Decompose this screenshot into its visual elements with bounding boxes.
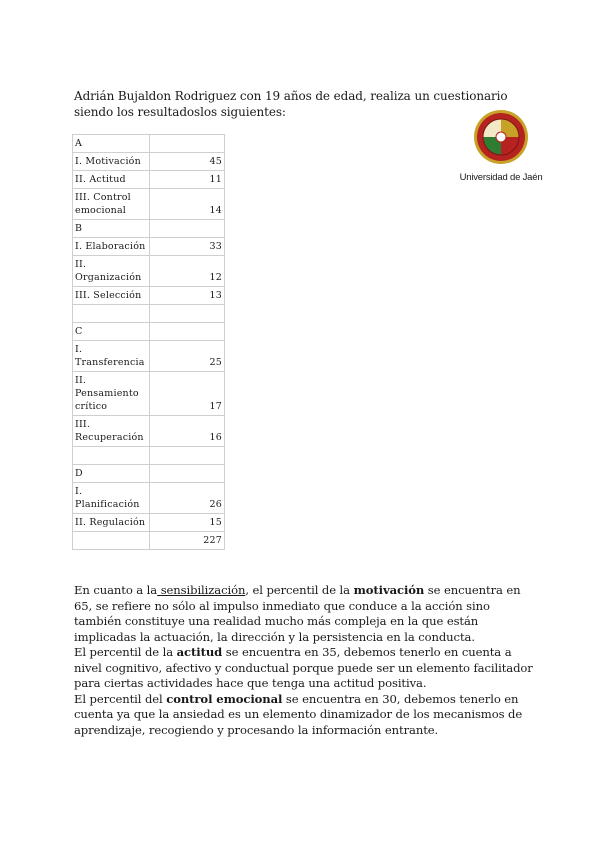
paragraph-motivacion — [74, 583, 534, 645]
row-label: I. Planificación — [73, 483, 150, 514]
row-label — [73, 305, 150, 323]
row-value: 33 — [150, 238, 225, 256]
university-logo — [456, 108, 546, 183]
logo-caption: Universidad de Jaén — [459, 172, 543, 183]
p3-text-a: El percentil del — [74, 691, 167, 706]
p1-text-a: En cuanto a la — [74, 583, 158, 597]
scores-table — [72, 134, 225, 550]
p2-text-c: se encuentra en 35, debemos tenerlo en cuenta a nivel cognitivo, afectivo y conductual porque puede ser un elemento facilitador para ciertas actividades hace que tenga una actitud positiva. — [74, 645, 533, 690]
row-value: 45 — [150, 153, 225, 171]
row-label: II. Organización — [73, 256, 150, 287]
row-label: I. Motivación — [73, 153, 150, 171]
row-value: 14 — [150, 189, 225, 220]
table-row — [73, 416, 225, 447]
row-label: II. Regulación — [73, 514, 150, 532]
p1-underlined-term: sensibilización — [157, 583, 246, 597]
table-row — [73, 287, 225, 305]
total-row — [73, 532, 225, 550]
row-value: 17 — [150, 372, 225, 416]
p3-bold-term: control emocional — [166, 691, 283, 706]
row-label: III. Control emocional — [73, 189, 150, 220]
row-label: B — [73, 220, 150, 238]
p3-text-c: se encuentra en 30, debemos tenerlo en cuenta ya que la ansiedad es un elemento dinamizador de los mecanismos de aprendizaje, recogiendo y procesando la información entrante. — [74, 691, 523, 737]
intro-text: Adrián Bujaldon Rodriguez con 19 años de edad, realiza un cuestionario siendo los resultadoslos siguientes: — [74, 89, 508, 119]
section-row — [73, 135, 225, 153]
row-value: 16 — [150, 416, 225, 447]
table-row — [73, 171, 225, 189]
blank-row — [73, 305, 225, 323]
table-row — [73, 341, 225, 372]
table-row — [73, 483, 225, 514]
row-label — [73, 532, 150, 550]
row-label — [73, 447, 150, 465]
row-value: 15 — [150, 514, 225, 532]
p2-bold-term: actitud — [176, 645, 223, 659]
paragraph-control-emocional — [74, 692, 534, 739]
row-value — [150, 305, 225, 323]
row-label: C — [73, 323, 150, 341]
row-label: I. Elaboración — [73, 238, 150, 256]
body-text — [74, 583, 534, 738]
section-row — [73, 220, 225, 238]
row-label: A — [73, 135, 150, 153]
table-row — [73, 238, 225, 256]
table-row — [73, 256, 225, 287]
row-value — [150, 135, 225, 153]
p1-text-e: se encuentra en 65, se refiere no sólo al impulso inmediato que conduce a la acción sino también constituye una realidad mucho más compleja en la que están implicadas la actuación, la dirección y la persistencia en la conducta. — [74, 583, 521, 644]
row-label: III. Recuperación — [73, 416, 150, 447]
row-value: 227 — [150, 532, 225, 550]
table-row — [73, 153, 225, 171]
blank-row — [73, 447, 225, 465]
row-value — [150, 447, 225, 465]
row-value — [150, 465, 225, 483]
paragraph-actitud — [74, 645, 534, 692]
table-row — [73, 189, 225, 220]
row-value: 11 — [150, 171, 225, 189]
row-value: 25 — [150, 341, 225, 372]
university-seal-icon — [472, 108, 530, 166]
row-value: 13 — [150, 287, 225, 305]
row-value: 26 — [150, 483, 225, 514]
row-label: D — [73, 465, 150, 483]
row-label: I. Transferencia — [73, 341, 150, 372]
row-value: 12 — [150, 256, 225, 287]
row-label: II. Pensamiento crítico — [73, 372, 150, 416]
row-label: II. Actitud — [73, 171, 150, 189]
p1-bold-term: motivación — [353, 583, 425, 597]
section-row — [73, 323, 225, 341]
p2-text-a: El percentil de la — [74, 645, 177, 659]
row-label: III. Selección — [73, 287, 150, 305]
table-row — [73, 514, 225, 532]
row-value — [150, 323, 225, 341]
p1-text-c: , el percentil de la — [245, 583, 354, 597]
section-row — [73, 465, 225, 483]
row-value — [150, 220, 225, 238]
table-row — [73, 372, 225, 416]
